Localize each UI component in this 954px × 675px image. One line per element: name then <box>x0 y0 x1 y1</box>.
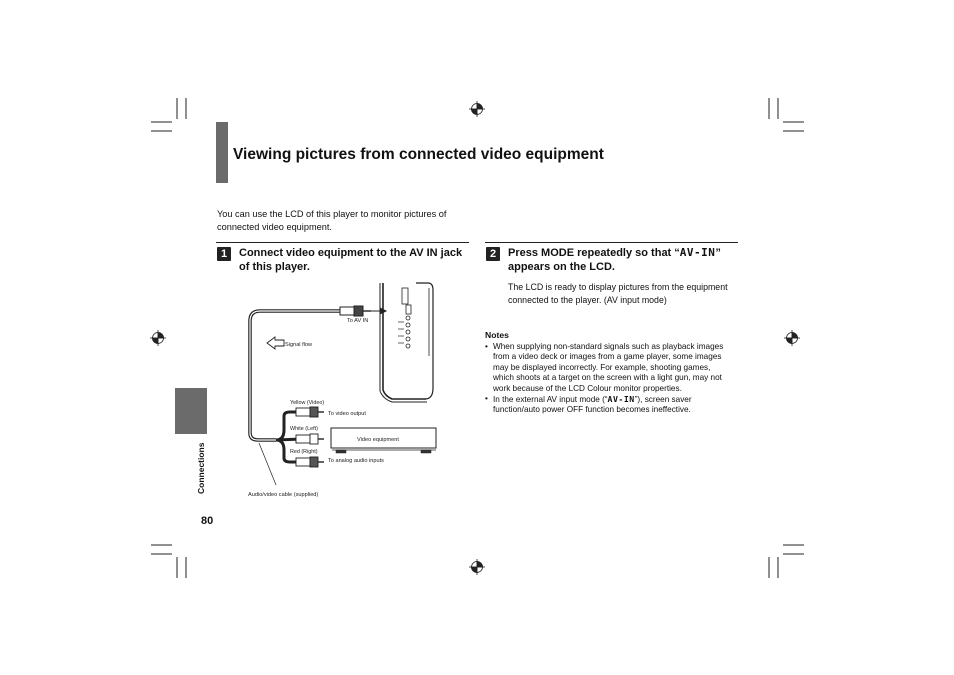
to-audio-inputs-label: To analog audio inputs <box>328 458 384 464</box>
to-av-in-label: To AV IN <box>347 318 369 324</box>
step1-text: Connect video equipment to the AV IN jack of this player. <box>239 247 463 273</box>
note-item-1: • When supplying non-standard signals such as playback images from a video deck or images from a game player, some images may be displayed incorrectly. For example, shooting games, which shoots at a target on the screen with a light gun, may not work because of the LCD Colour monitor properties. <box>485 342 733 394</box>
av-in-plug <box>340 306 386 316</box>
player-device-illustration <box>380 283 433 402</box>
av-in-display-code: AV-IN <box>679 246 716 259</box>
rca-plug-white <box>296 434 324 444</box>
rca-plug-yellow <box>296 407 324 417</box>
note-item-2-before: In the external AV input mode (“ <box>493 395 608 405</box>
to-video-output-label: To video output <box>328 411 366 417</box>
rca-plug-red <box>296 457 324 467</box>
step1-rule <box>216 242 469 243</box>
notes-heading: Notes <box>485 330 509 340</box>
notes-list <box>485 342 733 416</box>
note-item-2 <box>485 394 733 416</box>
signal-flow-label: Signal flow <box>285 342 313 348</box>
av-in-display-code-note: AV-IN <box>607 394 635 405</box>
cable-pointer-line <box>259 443 276 485</box>
title-accent-bar <box>216 122 228 183</box>
page-title: Viewing pictures from connected video equipment <box>233 146 604 163</box>
page-number: 80 <box>201 515 214 527</box>
step2-number: 2 <box>486 247 500 261</box>
connection-diagram <box>240 278 450 503</box>
step2-text-after: ” appears on the LCD. <box>508 247 721 273</box>
signal-flow-arrow-icon <box>267 337 284 349</box>
video-equipment-label: Video equipment <box>357 437 399 443</box>
step1-number: 1 <box>217 247 231 261</box>
section-tab <box>175 388 207 434</box>
cable-label: Audio/video cable (supplied) <box>248 492 319 498</box>
step2-body: The LCD is ready to display pictures from the equipment connected to the player. (AV input mode) <box>508 282 728 305</box>
step2-rule <box>485 242 738 243</box>
note-item-2-after: ”), screen saver function/auto power OFF function becomes ineffective. <box>493 395 692 415</box>
section-label: Connections <box>196 442 206 494</box>
white-left-label: White (Left) <box>290 426 318 432</box>
intro-paragraph: You can use the LCD of this player to monitor pictures of connected video equipment. <box>217 209 447 232</box>
step2-text-before: Press MODE repeatedly so that “ <box>508 247 680 259</box>
step2-text <box>508 246 758 274</box>
red-right-label: Red (Right) <box>290 449 318 455</box>
yellow-video-label: Yellow (Video) <box>290 400 325 406</box>
